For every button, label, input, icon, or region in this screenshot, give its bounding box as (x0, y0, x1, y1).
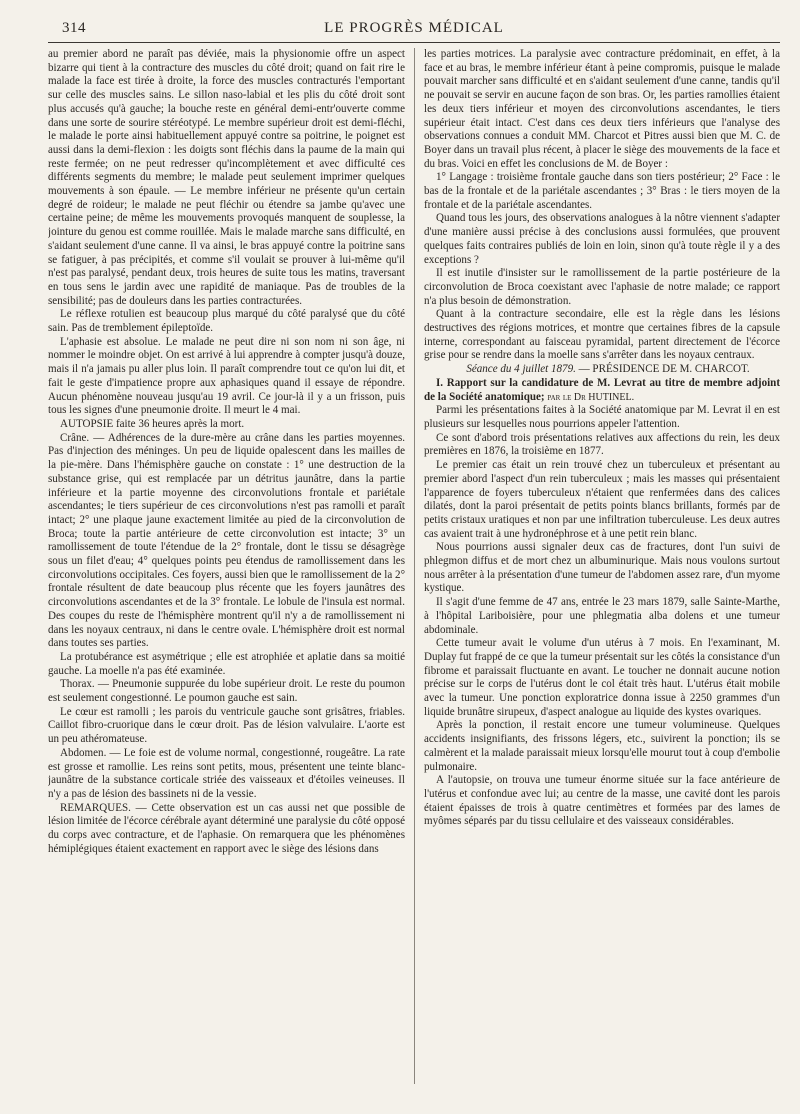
paragraph: au premier abord ne paraît pas déviée, mais la physionomie offre un aspect bizarre qui tient à la contracture des muscles du côté droit; quand on fait rire le malade la face est tirée à droite, la force des muscles contracturés l'emportant sur celle des muscles sains. Le sillon naso-labial et les plis du côté droit sont plus accusés qu'à gauche; la bouche reste en général demi-entr'ouverte comme dans une sorte de sourire stéréotypé. Le membre supérieur droit est demi-fléchi, le malade le porte ainsi habituellement appuyé contre sa poitrine, le poignet est aussi dans la demi-flexion : les doigts sont fléchis dans la paume de la main qui reste fermée; on ne peut redresser qu'incomplètement et avec difficulté ces différents segments du membre; le malade peut seulement imprimer quelques mouvements à son épaule. — Le membre inférieur ne présente qu'un certain degré de roideur; le malade ne peut fléchir ou étendre sa jambe qu'avec une certaine peine; de même les mouvements provoqués manquent de souplesse, la jointure du genou est comme rouillée. Mais le malade marche sans difficulté, en s'aidant seulement d'une canne. Il va ainsi, le bras appuyé contre la poitrine sans se fatiguer, à pas précipités, et comme s'il voulait se prouver à lui-même qu'il n'est pas paralysé, pendant deux, trois heures de suite tous les matins, traversant en tous sens le jardin avec une rapidité de maniaque. Pas de troubles de la sensibilité; pas de douleurs dans les parties contracturées. (48, 48, 405, 307)
paragraph: Quant à la contracture secondaire, elle est la règle dans les lésions destructives des régions motrices, et montre que certaines fibres de la capsule interne, correspondant au faisceau pyramidal, partent directement de l'écorce grise pour se rendre dans la moelle sans s'arrêter dans les noyaux centraux. (424, 308, 780, 362)
paragraph: Il s'agit d'une femme de 47 ans, entrée le 23 mars 1879, salle Sainte-Marthe, à l'hôpital Lariboisière, pour une phlegmatia alba dolens et une tumeur abdominale. (424, 596, 780, 636)
paragraph: les parties motrices. La paralysie avec contracture prédominait, en effet, à la face et au bras, le membre inférieur étant à peine compromis, puisque le malade pouvait marcher sans difficulté et en s'aidant seulement d'une canne, tandis qu'il ne pouvait se servir en aucune façon de son bras. Or, les parties ramollies étaient les deux tiers inférieur et moyen des circonvolutions ascendantes, le tiers supérieur était intact. C'est dans ces deux tiers inférieurs que l'analyse des observations connues a conduit MM. Charcot et Pitres aussi bien que M. C. de Boyer dans un travail plus récent, à placer le siège des mouvements de la face et du bras. Voici en effet les conclusions de M. de Boyer : (424, 48, 780, 170)
meeting-presidency: — PRÉSIDENCE DE M. CHARCOT. (578, 363, 750, 376)
paragraph: Parmi les présentations faites à la Société anatomique par M. Levrat il en est plusieurs sur lesquelles nous pourrions appeler l'attention. (424, 404, 780, 430)
paragraph: Il est inutile d'insister sur le ramollissement de la partie postérieure de la circonvolution de Broca coexistant avec l'aphasie de notre malade; ce rapport n'a plus besoin de démonstration. (424, 267, 780, 307)
paragraph: Le cœur est ramolli ; les parois du ventricule gauche sont grisâtres, friables. Caillot fibro-cruorique dans le cœur droit. Pas de lésion valvulaire. L'aorte est un peu athéromateuse. (48, 705, 405, 746)
paragraph: L'aphasie est absolue. Le malade ne peut dire ni son nom ni son âge, ni nommer le moindre objet. On est arrivé à lui apprendre à compter jusqu'à douze, mais il n'a jamais pu aller plus loin. Il paraît comprendre tout ce qu'on lui dit, et fait le geste d'impatience propre aux aphasiques quand il essaye de répondre. Aucun phénomène nouveau jusqu'au 19 avril. Ce jour-là il y a un frisson, puis tous les signes d'une pneumonie droite. Il meurt le 4 mai. (48, 335, 405, 417)
paragraph: Ce sont d'abord trois présentations relatives aux affections du rein, les deux premières en 1876, la troisième en 1877. (424, 431, 780, 458)
paragraph: A l'autopsie, on trouva une tumeur énorme située sur la face antérieure de l'utérus et confondue avec lui; au centre de la masse, une cavité dont les parois étaient épaisses de trois à quatre centimètres et formées par des lames de myômes séparés par du tissu cellulaire et des vaisseaux considérables. (424, 774, 780, 828)
paragraph: Crâne. — Adhérences de la dure-mère au crâne dans les parties moyennes. Pas d'injection des méninges. Un peu de liquide opalescent dans les mailles de la pie-mère. Dans l'hémisphère gauche on constate : 1° une destruction de la substance grise, qui est remplacée par un détritus jaunâtre, dans la partie inférieure et la partie moyenne des circonvolutions frontale et pariétale ascendantes; le tiers supérieur de ces circonvolutions n'est pas ramolli et paraît intact; 2° une plaque jaune exactement limitée au pied de la circonvolution de Broca; toute la partie antérieure de cette circonvolution est intacte; 3° un ramollissement de toute l'étendue de la 2° frontale, dont le tissu se désagrège sous un filet d'eau; 4° quelques points peu étendus de ramollissement dans les circonvolutions occipitales. Ces foyers, aussi bien que le ramollissement de la 2° frontale résultent de date beaucoup plus récente que les foyers jaunâtres des circonvolutions ascendantes et de la 3° frontale. Le lobule de l'insula est normal. Des coupes du reste de l'hémisphère montrent qu'il n'y a de ramollissement ni dans les noyaux centraux, ni dans le centre ovale. L'hémisphère droit est normal dans toutes ses parties. (48, 431, 405, 650)
report-title-text: I. Rapport sur la candidature de M. Levrat au titre de membre adjoint de la Société anatomique; (424, 376, 780, 403)
paragraph: AUTOPSIE faite 36 heures après la mort. (60, 417, 245, 430)
paragraph: Quand tous les jours, des observations analogues à la nôtre viennent s'adapter d'une manière aussi précise à des conclusions aussi formulées, que prouvent quelques faits contraires publiés de loin en loin, sinon qu'à toute règle il y a des exceptions ? (424, 212, 780, 266)
meeting-date: Séance du 4 juillet 1879. (466, 363, 576, 376)
paragraph: 1° Langage : troisième frontale gauche dans son tiers postérieur; 2° Face : le bas de la frontale et de la pariétale ascendantes ; 3° Bras : le tiers moyen de la frontale et de la pariétale ascendantes. (424, 171, 780, 211)
paragraph: Le réflexe rotulien est beaucoup plus marqué du côté paralysé que du côté sain. Pas de tremblement épileptoïde. (48, 308, 405, 335)
page-number: 314 (62, 20, 86, 36)
left-column (48, 48, 414, 1084)
paragraph: Cette tumeur avait le volume d'un utérus à 7 mois. En l'examinant, M. Duplay fut frappé de ce que la tumeur présentait sur les côtés la consistance d'un fibrome et paraissait fluctuante en avant. Le toucher ne donnait aucune notion précise sur le corps de l'utérus dont le col était très haut. L'utérus était mobile avec la tumeur. Une ponction exploratrice donna issue à 2250 grammes d'un liquide brunâtre sirupeux, d'aspect analogue au liquide des kystes ovariques. (424, 637, 780, 718)
paragraph: Thorax. — Pneumonie suppurée du lobe supérieur droit. Le reste du poumon est seulement congestionné. Le poumon gauche est sain. (48, 678, 405, 705)
report-author: par le Dr HUTINEL. (547, 391, 635, 403)
paragraph: La protubérance est asymétrique ; elle est atrophiée et aplatie dans sa moitié gauche. La moelle n'a pas été examinée. (48, 650, 405, 677)
right-column (414, 48, 780, 1084)
paragraph: Nous pourrions aussi signaler deux cas de fractures, dont l'un suivi de phlegmon diffus et de mort chez un albuminurique. Mais nous voulons surtout nous arrêter à la présentation d'une tumeur de l'abdomen assez rare, d'un myome kystique. (424, 541, 780, 595)
paragraph: Abdomen. — Le foie est de volume normal, congestionné, rougeâtre. La rate est grosse et ramollie. Les reins sont petits, mous, présentent une teinte blanc-jaunâtre de la substance corticale striée des vaisseaux et d'étoiles veineuses. Il n'y a pas de lésion des bassinets ni de la vessie. (48, 746, 405, 800)
page-header (48, 18, 780, 43)
paragraph: REMARQUES. — Cette observation est un cas aussi net que possible de lésion limitée de l'écorce cérébrale ayant déterminé une paralysie du côté opposé du corps avec contracture, et de l'aphasie. On remarquera que les phénomènes hémiplégiques étaient exactement en rapport avec le siège des lésions dans (48, 801, 405, 855)
paragraph: Après la ponction, il restait encore une tumeur volumineuse. Quelques accidents insignifiants, des frissons légers, etc., suivirent la ponction; ils se calmèrent et la malade paraissait mieux lorsqu'elle mourut tout à coup d'embolie pulmonaire. (424, 719, 780, 773)
report-title (424, 377, 780, 404)
text-columns (48, 48, 780, 1084)
paragraph: Le premier cas était un rein trouvé chez un tuberculeux et présentant au premier abord l'aspect d'un rein tuberculeux ; mais les masses qui présentaient l'apparence de foyers tuberculeux n'étaient que renfermées dans des calices dilatés, dont la paroi présentait de petits points blancs brillants, formés par de petits cristaux uratiques et non par une infiltration tuberculeuse. Les deux autres cas avaient trait à une hydronéphrose et à une petit rein blanc. (424, 459, 780, 540)
meeting-header (424, 363, 780, 377)
journal-title: LE PROGRÈS MÉDICAL (324, 20, 504, 36)
